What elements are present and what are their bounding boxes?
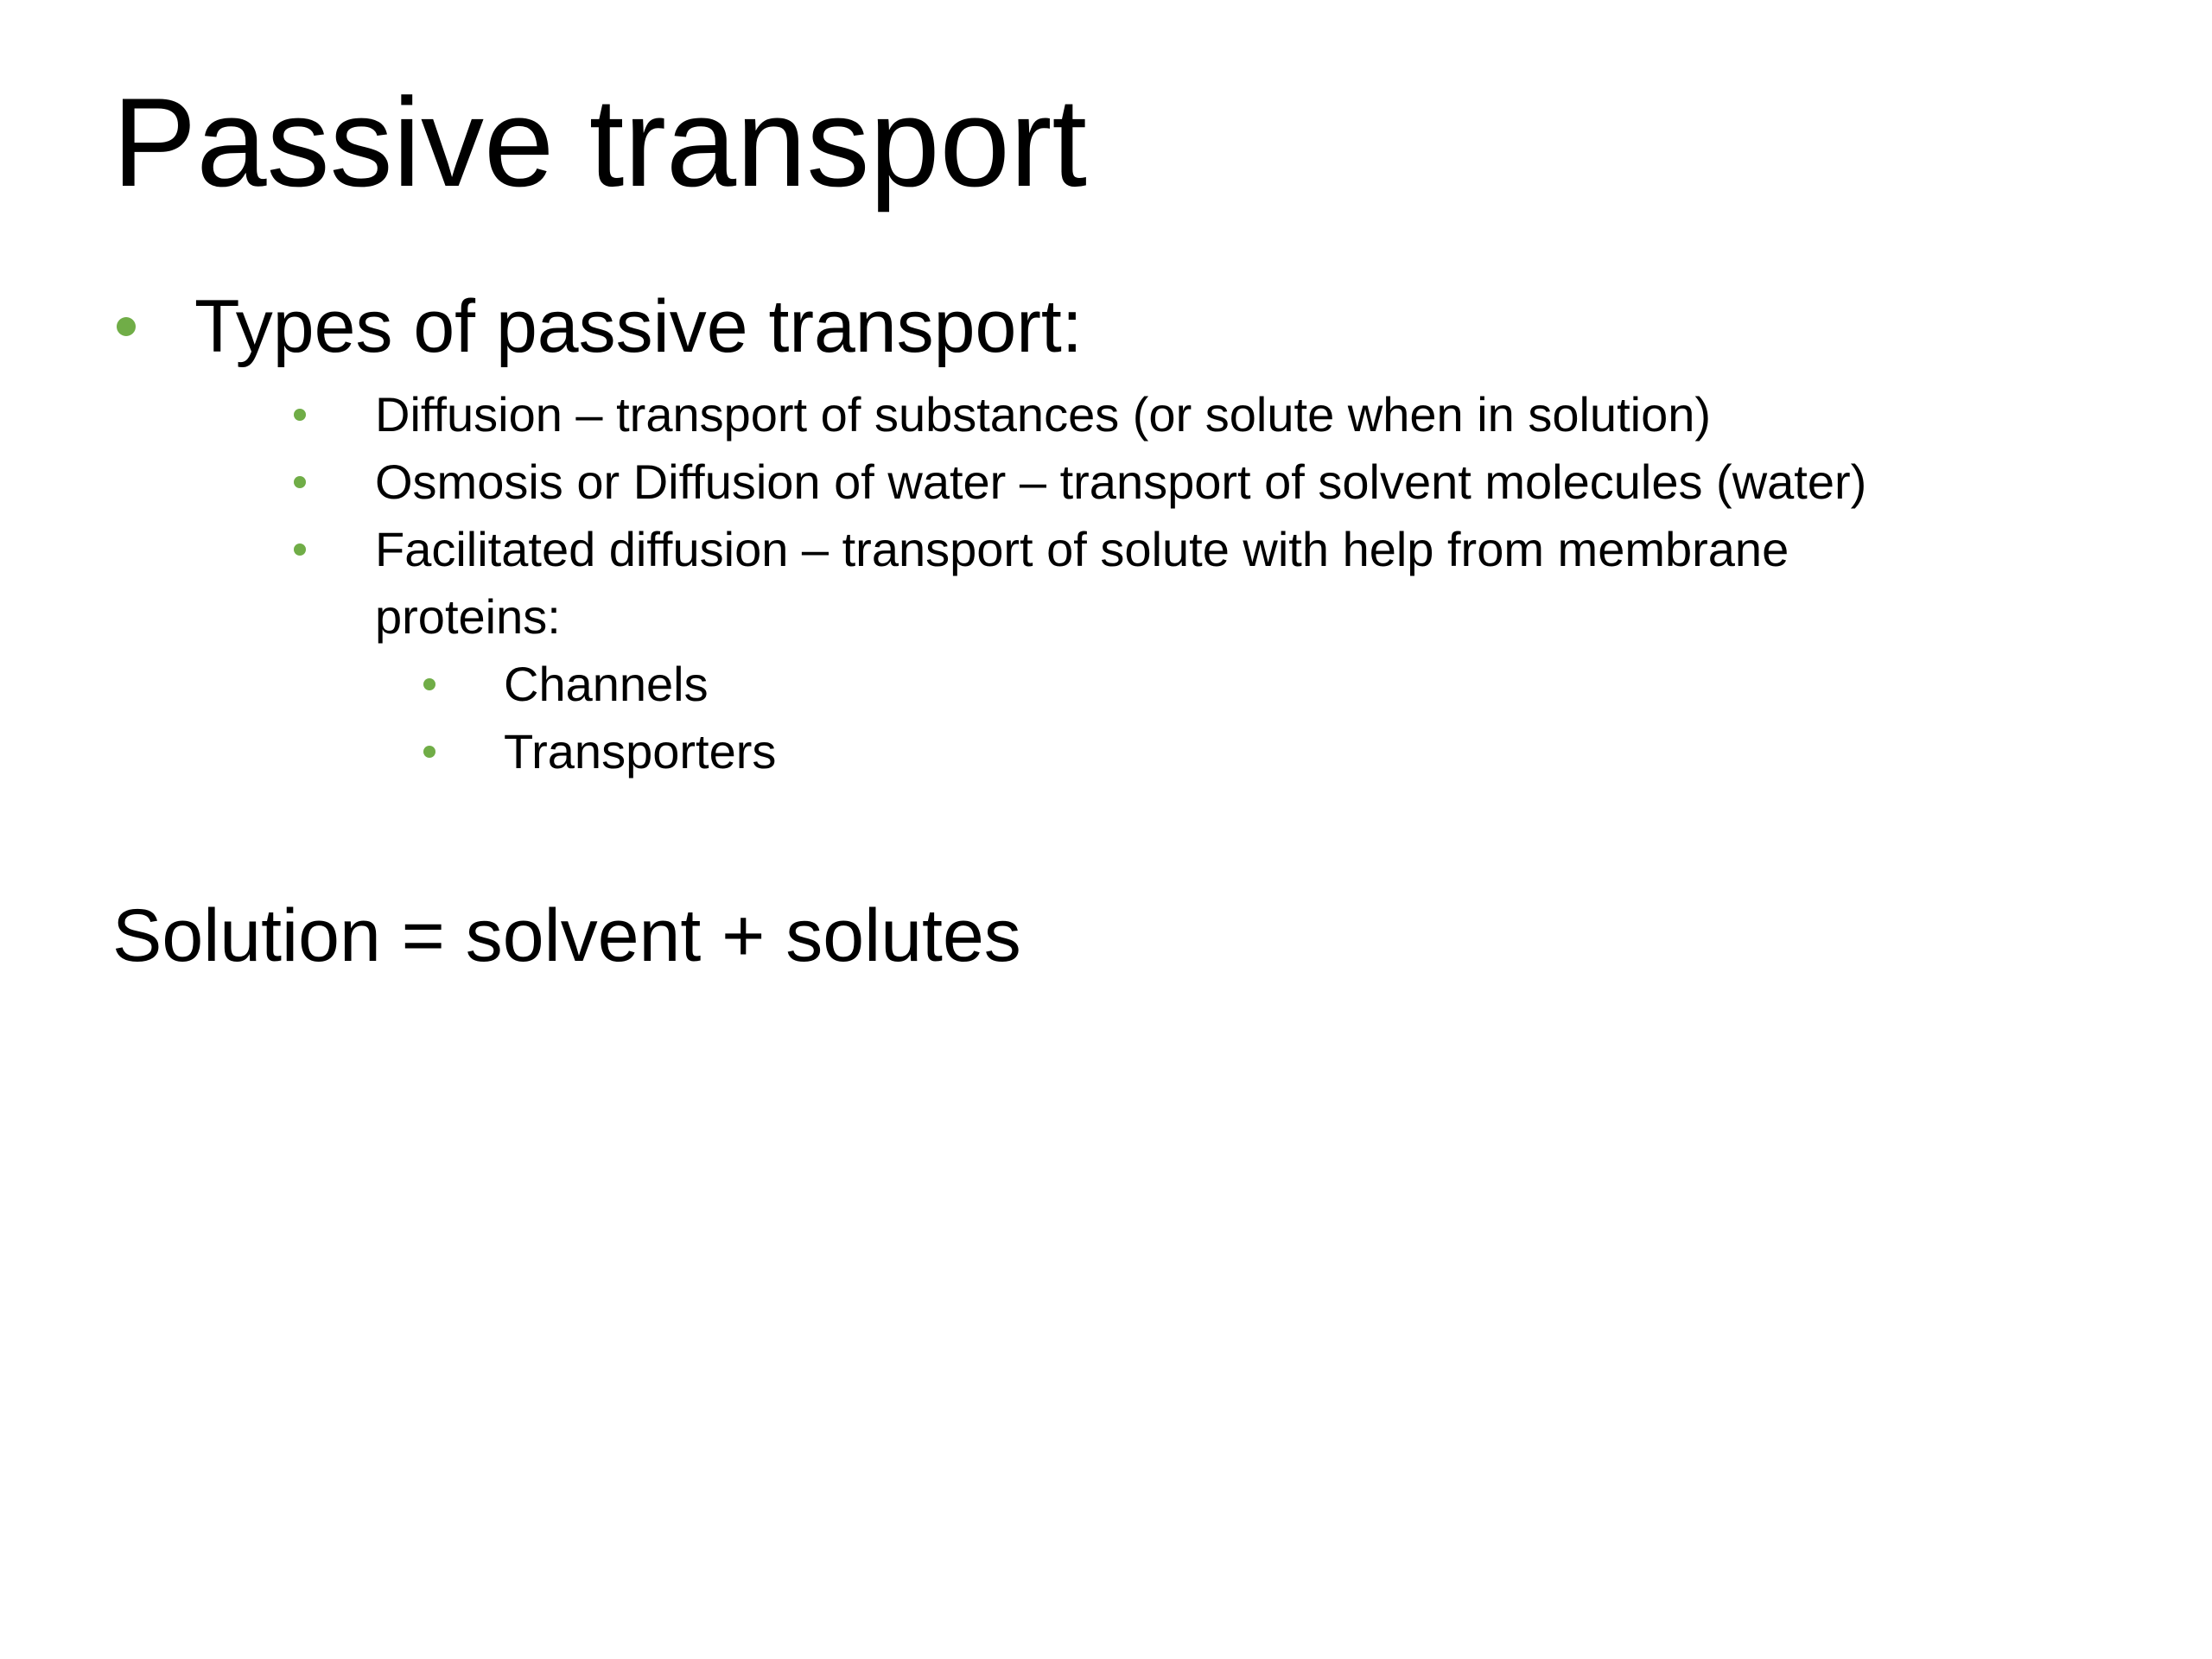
bullet-item-transporters	[504, 724, 777, 779]
bullet-dot-icon	[423, 678, 435, 690]
bullet-dot-icon	[117, 317, 136, 336]
bullet-dot-icon	[294, 543, 306, 556]
bullet-item-types	[194, 285, 1083, 368]
bullet-text: Types of passive transport:	[194, 285, 1083, 368]
bullet-item-facilitated	[375, 522, 1789, 576]
bullet-text: proteins:	[375, 589, 561, 644]
bullet-item-diffusion	[375, 387, 1712, 442]
bullet-item-channels	[504, 657, 709, 711]
bullet-text: Diffusion – transport of substances (or solute when in solution)	[375, 387, 1712, 442]
bullet-dot-icon	[423, 746, 435, 758]
slide-title: Passive transport	[112, 72, 1087, 213]
bullet-text: Facilitated diffusion – transport of solute with help from membrane	[375, 522, 1789, 576]
bullet-text: Transporters	[504, 724, 777, 779]
bullet-text: Osmosis or Diffusion of water – transport of solvent molecules (water)	[375, 454, 1867, 509]
bullet-text: Channels	[504, 657, 709, 711]
bullet-item-facilitated-continued	[375, 589, 561, 644]
bullet-item-osmosis	[375, 454, 1867, 509]
bullet-dot-icon	[294, 476, 306, 488]
bullet-dot-icon	[294, 409, 306, 421]
solution-equation: Solution = solvent + solutes	[112, 894, 1021, 977]
